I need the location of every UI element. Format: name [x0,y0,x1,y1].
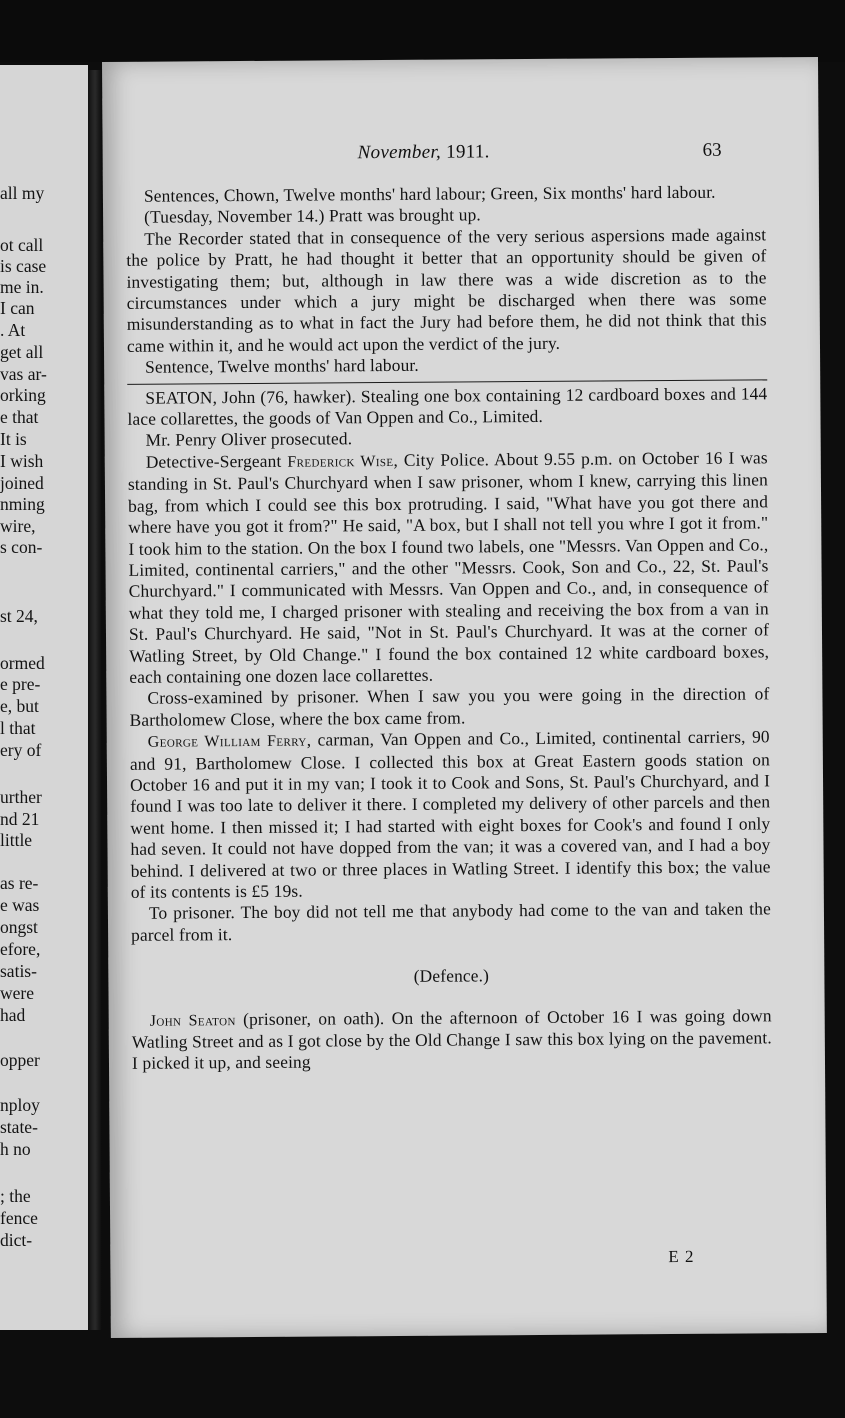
defence-heading: (Defence.) [413,965,490,987]
paragraph-wise-testimony: Detective-Sergeant Frederick Wise, City Police. About 9.55 p.m. on October 16 I was standing in St. Paul's Churchyard when I saw prisoner, whom I knew, carrying this linen bag, from which I could see this box protruding. I said, "What have you got there and where have you got it from?" He said, "A box, but I shall not tell you whre I got it from." I took him to the station. On the box I found two labels, one "Messrs. Van Oppen and Co., Limited, continental carriers," and the other "Messrs. Cook, Son and Co., 22, St. Paul's Churchyard." I communicated with Messrs. Van Oppen and Co., and, in consequence of what they told me, I charged prisoner with stealing and receiving the box from a van in St. Paul's Churchyard. He said, "Not in St. Paul's Churchyard. It was at the corner of Watling Street, by Old Change." I found the box contained 12 white cardboard boxes, each containing one dozen lace collarettes. [127,447,770,687]
left-page-line: ormed [0,653,45,673]
left-page-line: urther [0,787,42,807]
left-page-line: get all [0,342,44,362]
right-page [102,57,827,1338]
left-page-line: as re- [0,873,39,893]
left-page-line: is case [0,256,47,276]
witness-name-wise: Frederick Wise [287,452,394,471]
left-page-line: ery of [0,740,42,760]
left-page-line: orking [0,385,46,405]
left-page-line: e, but [0,696,39,716]
left-page-line: were [0,983,35,1003]
left-page-line: I can [0,298,35,318]
witness-name-ferry: George William Ferry [147,732,307,751]
left-page-line: wire, [0,516,36,536]
paragraph-to-prisoner: To prisoner. The boy did not tell me that anybody had come to the van and taken the parcel from it. [131,898,771,945]
left-page-line: satis- [0,961,37,981]
top-dark-border [0,0,845,62]
paragraph-sentences: Sentences, Chown, Twelve months' hard labour; Green, Six months' hard labour. [143,181,716,206]
left-page-line: e that [0,407,39,427]
left-page-line: l that [0,718,36,738]
left-page-line: me in. [0,277,44,297]
header-date: November, 1911. [357,141,490,164]
left-page-line: e pre- [0,674,41,694]
left-page-line: little [0,830,33,850]
left-page-line: ; the [0,1186,31,1206]
left-page-line: fence [0,1208,38,1228]
left-page-line: h no [0,1139,31,1159]
left-page-line: opper [0,1050,40,1070]
left-page-line: nming [0,494,45,514]
page-number: 63 [702,139,722,161]
left-page-line: state- [0,1117,38,1137]
witness-name-seaton: John Seaton [149,1011,236,1030]
left-page-line: ot call [0,235,44,255]
paragraph-ferry-testimony: George William Ferry, carman, Van Oppen and Co., Limited, continental carriers, 90 and 91, Bartholomew Close. I collected this box at Great Eastern goods station on October 16 and put it in my van; I took it to Cook and Sons, St. Paul's Churchyard, and I found I was too late to deliver it there. I completed my delivery of other parcels and then went home. I then missed it; I had started with eight boxes for Cook's and found I only had seven. It could not have dopped from the van; it was a covered van, and I had a boy behind. I delivered at two or three places in Watling Street. I identify this box; the value of its contents is £5 19s. [129,726,771,902]
left-page-line: dict- [0,1230,33,1250]
left-page-line: all my [0,183,45,203]
paragraph-sentence: Sentence, Twelve months' hard labour. [145,355,419,377]
left-page-line: joined [0,473,44,493]
left-page-line: had [0,1005,26,1025]
left-page-line: nploy [0,1095,40,1115]
left-page-line: vas ar- [0,364,47,384]
left-page-line: efore, [0,939,41,959]
left-page-line: nd 21 [0,809,40,829]
left-page-line: ongst [0,917,38,937]
left-page-line: st 24, [0,606,38,626]
paragraph-prosecutor: Mr. Penry Oliver prosecuted. [145,428,353,451]
page-body [126,181,772,1074]
left-page-line: It is [0,429,27,449]
paragraph-recorder: The Recorder stated that in consequence of the very serious aspersions made against the police by Pratt, he had thought it better that an opportunity should be given of investigating them; but, although in law there was a wide discretion as to the circumstances under which a jury might be discharged when there was some misunderstanding as to what in fact the Jury had before them, he did not think that this came within it, and he would act upon the verdict of the jury. [126,224,767,356]
printer-signature: E 2 [668,1246,695,1267]
paragraph-case-heading: SEATON, John (76, hawker). Stealing one box containing 12 cardboard boxes and 144 lace collarettes, the goods of Van Oppen and Co., Limited. [127,383,768,429]
left-page-line: I wish [0,451,44,471]
left-page-line: s con- [0,537,43,557]
paragraph-tuesday: (Tuesday, November 14.) Pratt was brought up. [144,204,481,228]
paragraph-seaton-testimony: John Seaton (prisoner, on oath). On the afternoon of October 16 I was going down Watling Street and as I got close by the Old Change I saw this box lying on the pavement. I picked it up, and seeing [131,1004,772,1074]
book-gutter [88,70,102,1330]
left-page-line: e was [0,895,40,915]
paragraph-cross-examined: Cross-examined by prisoner. When I saw you you were going in the direction of Bartholomew Close, where the box came from. [129,683,770,730]
page-header [103,139,819,168]
left-page [0,65,88,1330]
left-page-line: . At [0,320,26,340]
